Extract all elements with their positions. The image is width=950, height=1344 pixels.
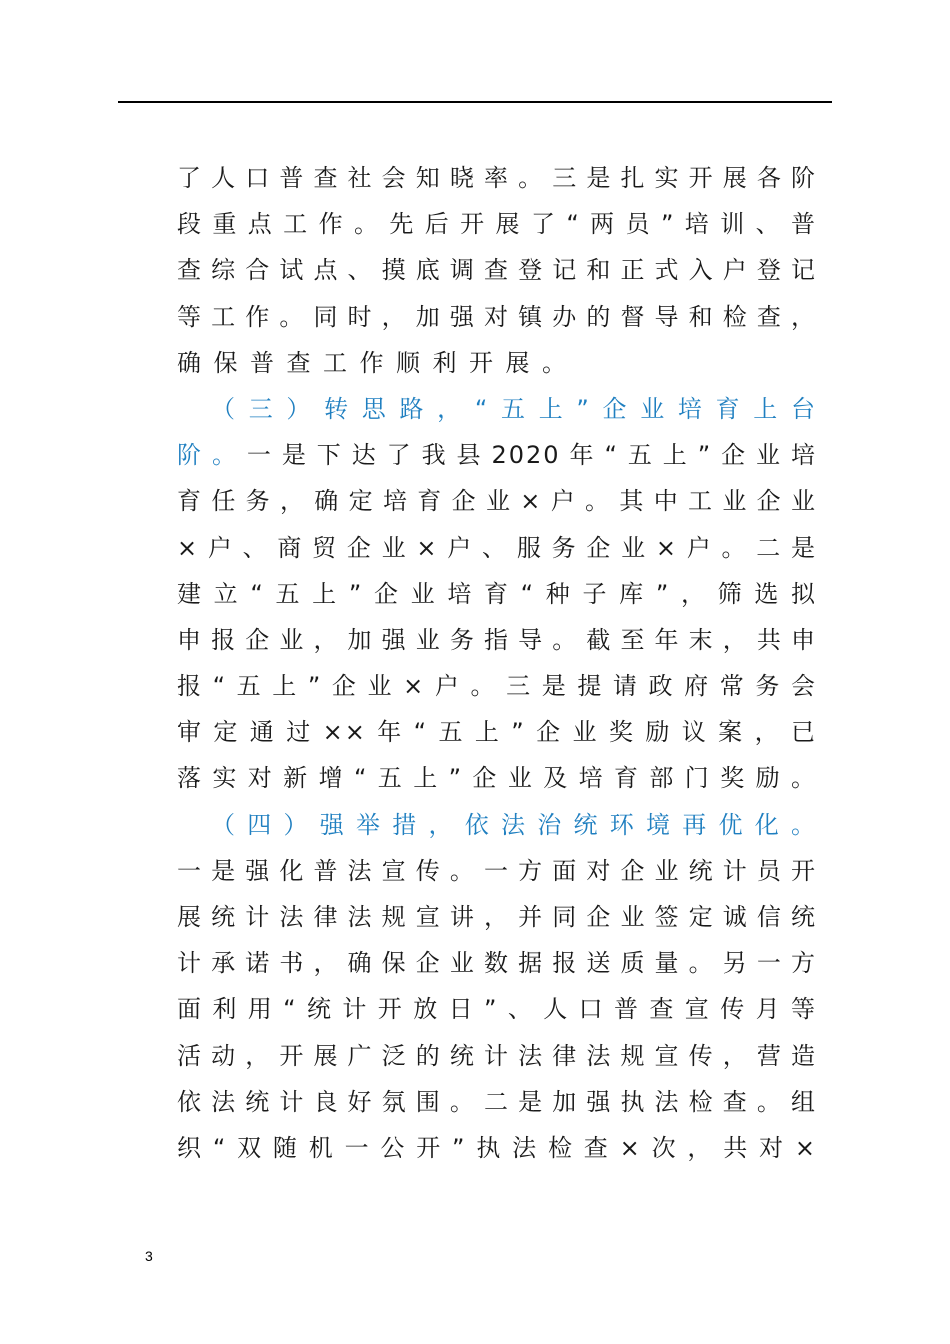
text-line [177,386,817,432]
body-segment: 查综合试点、摸底调查登记和正式入户登记 [177,256,817,285]
text-line [177,432,817,478]
text-line [177,340,817,386]
body-segment: 计承诺书，确保企业数据报送质量。另一方 [177,949,817,978]
page-number: 3 [145,1248,153,1264]
body-segment: 建立“五上”企业培育“种子库”，筛选拟 [177,579,817,608]
body-segment: 面利用“统计开放日”、人口普查宣传月等 [177,995,817,1024]
text-line [177,894,817,940]
body-segment: 落实对新增“五上”企业及培育部门奖励。 [177,764,817,793]
text-line [177,478,817,524]
body-segment: 一是下达了我县2020年“五上”企业培 [246,441,817,470]
text-line [177,709,817,755]
body-segment: 展统计法律法规宣讲，并同企业签定诚信统 [177,903,817,931]
text-line [177,247,817,293]
text-line [177,1033,817,1079]
body-segment: 报“五上”企业×户。三是提请政府常务会 [177,672,817,701]
body-segment: 确保普查工作顺利开展。 [177,348,579,377]
text-line [177,294,817,340]
section-heading: （四）强举措，依法治统环境再优化。 [211,810,817,839]
body-segment: 审定通过××年“五上”企业奖励议案，已 [177,718,817,747]
section-heading: 阶。 [177,441,247,470]
body-segment: 活动，开展广泛的统计法律法规宣传，营造 [177,1041,817,1070]
text-line [177,525,817,571]
text-line [177,848,817,894]
text-line [177,663,817,709]
body-segment: 依法统计良好氛围。二是加强执法检查。组 [177,1087,817,1116]
text-line [177,986,817,1032]
text-line [177,201,817,247]
body-segment: 织“双随机一公开”执法检查×次，共对× [177,1133,817,1162]
text-line [177,571,817,617]
text-line [177,940,817,986]
text-line [177,802,817,848]
text-line [177,755,817,801]
text-line [177,617,817,663]
section-heading: （三）转思路，“五上”企业培育上台 [211,394,817,423]
body-segment: 了人口普查社会知晓率。三是扎实开展各阶 [177,164,817,192]
header-rule [118,101,832,103]
text-line [177,1079,817,1125]
body-segment: 育任务，确定培育企业×户。其中工业企业 [177,487,817,516]
body-segment: 一是强化普法宣传。一方面对企业统计员开 [177,856,817,885]
text-line [177,1125,817,1171]
text-line [177,155,817,201]
body-segment: 申报企业，加强业务指导。截至年末，共申 [177,625,817,654]
body-segment: 段重点工作。先后开展了“两员”培训、普 [177,210,817,239]
body-segment: ×户、商贸企业×户、服务企业×户。二是 [177,533,817,562]
body-segment: 等工作。同时，加强对镇办的督导和检查， [177,302,817,331]
body-text [177,155,817,1171]
